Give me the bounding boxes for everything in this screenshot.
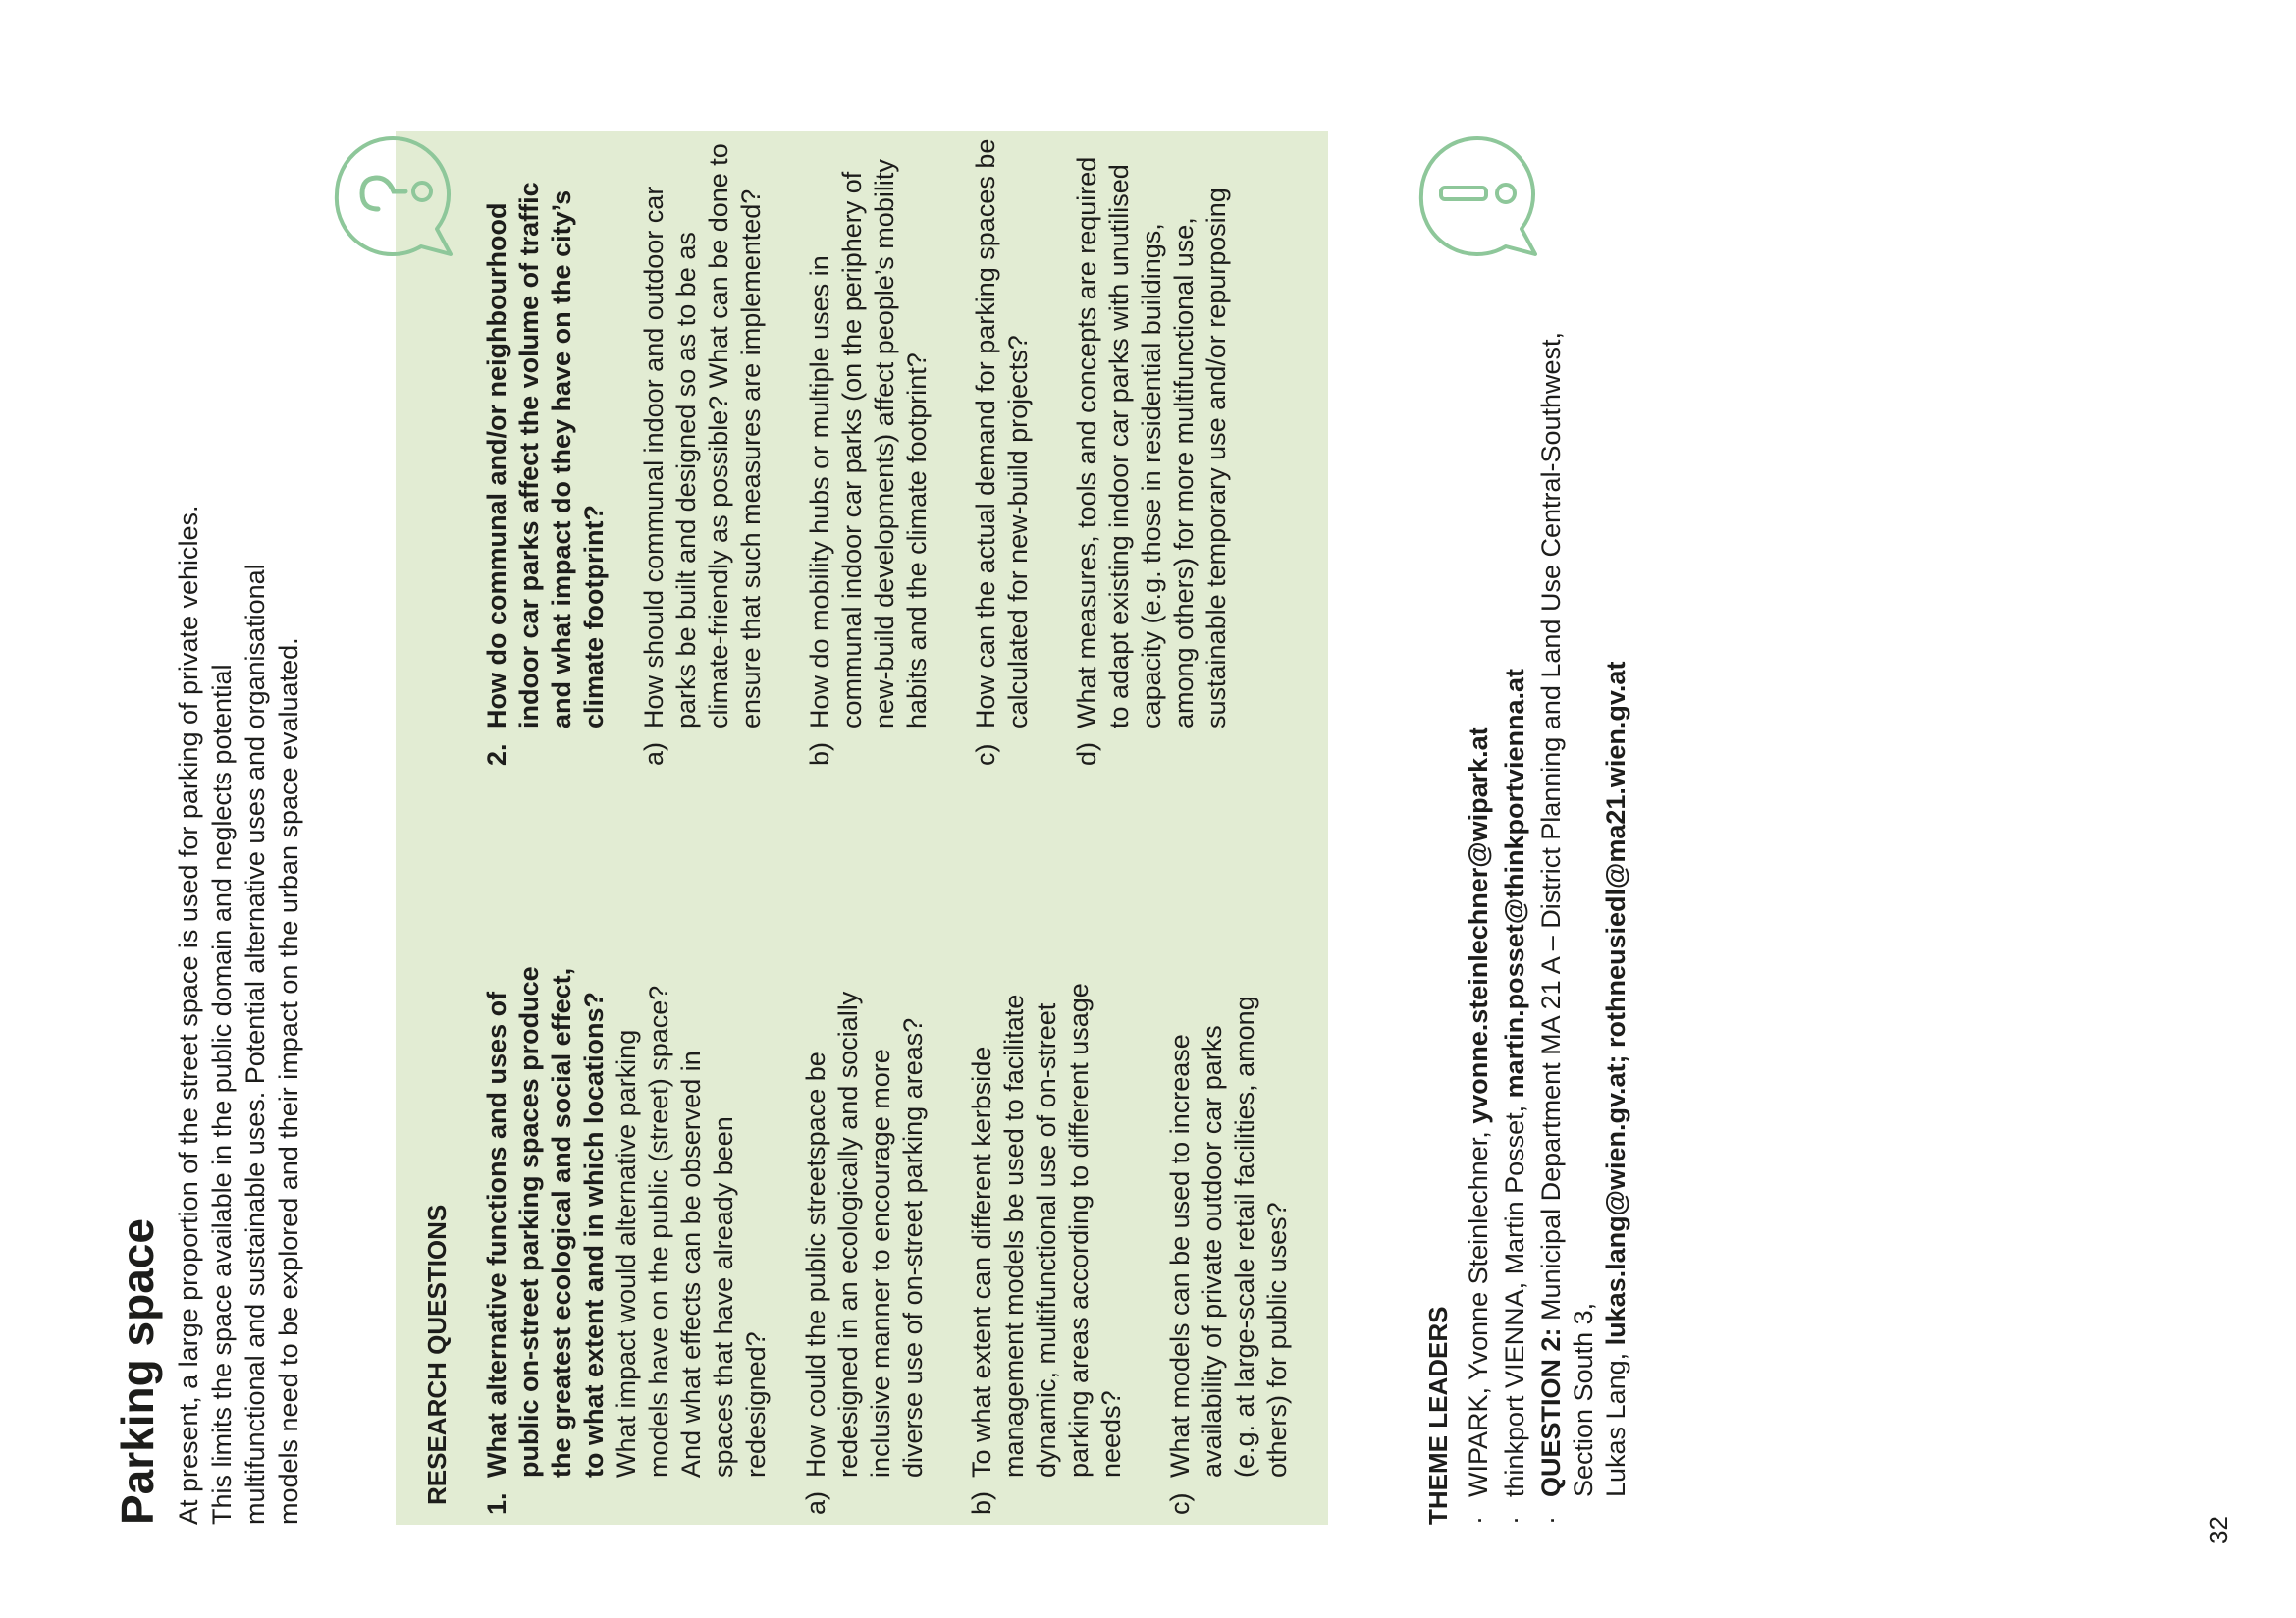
subquestion-text: What models can be used to increase availability of private outdoor car parks (e.g. at large-scale retail facilities, among others) for public uses? (1165, 996, 1292, 1478)
question-2a (638, 137, 768, 766)
theme-leaders-heading: THEME LEADERS (1423, 1306, 1453, 1525)
theme-leader-item (1463, 248, 1495, 1525)
theme-leader-item (1535, 248, 1632, 1525)
speech-bubble-info-icon (1414, 121, 1541, 268)
research-column-1 (481, 965, 1330, 1515)
research-column-2 (481, 137, 1269, 766)
question-1-rest: What impact would alternative parking models have on the public (street) space? And what effects can be observed in spaces that have already been redesigned? (612, 985, 771, 1478)
question-1b (966, 965, 1128, 1515)
leader-email[interactable]: martin.posset@thinkportvienna.at (1500, 668, 1529, 1099)
subquestion-label: c) (971, 743, 1000, 766)
leader-name: WIPARK, Yvonne Steinlechner, (1464, 1123, 1493, 1497)
subquestion-label: a) (801, 1490, 830, 1515)
subquestion-text: How can the actual demand for parking spaces be calculated for new-build projects? (971, 138, 1033, 728)
question-2-bold: How do communal and/or neighbourhood indoor car parks affect the volume of traffic and what impact do they have on the city’s climate footprint? (482, 182, 609, 728)
leader-department: Municipal Department MA 21 A – District Planning and Land Use Central-Southwest, Section South 3, (1536, 331, 1598, 1497)
theme-leaders-list (1463, 248, 1636, 1525)
question-1-number: 1. (482, 1492, 511, 1515)
question-2-label: QUESTION 2: (1536, 1327, 1566, 1497)
subquestion-label: b) (805, 741, 834, 766)
question-2b (804, 137, 934, 766)
question-1 (481, 965, 773, 1515)
subquestion-text: How do mobility hubs or multiple uses in communal indoor car parks (on the periphery of new-build developments) affect people’s mobility habits and the climate footprint? (805, 159, 932, 728)
question-2c (970, 137, 1035, 766)
research-questions-heading: RESEARCH QUESTIONS (422, 1204, 452, 1505)
subquestion-text: To what extent can different kerbside management models be used to facilitate dynamic, multifunctional use of on-street parking areas according to different usage needs? (967, 983, 1126, 1478)
theme-leader-item (1499, 248, 1531, 1525)
leader-emails[interactable]: lukas.lang@wien.gv.at; rothneusiedl@ma21.wien.gv.at (1601, 661, 1630, 1346)
question-2-number: 2. (482, 743, 511, 766)
question-2d (1071, 137, 1233, 766)
subquestion-label: b) (967, 1490, 996, 1515)
page-number: 32 (2204, 1516, 2233, 1544)
question-2 (481, 137, 611, 766)
bullet: · (1536, 1516, 1566, 1525)
subquestion-text: How should communal indoor and outdoor car parks be built and designed so as to be as climate-friendly as possible? What can be done to ensure that such measures are implemented? (639, 143, 766, 728)
question-1a (800, 965, 930, 1515)
leader-name: Lukas Lang, (1601, 1345, 1630, 1497)
bullet: · (1500, 1516, 1529, 1525)
leader-email[interactable]: yvonne.steinlechner@wipark.at (1464, 727, 1493, 1124)
page-title: Parking space (112, 1218, 163, 1525)
subquestion-text: How could the public streetspace be redesigned in an ecologically and socially inclusive manner to encourage more diverse use of on-street parking areas? (801, 991, 928, 1478)
question-1-bold: What alternative functions and uses of public on-street parking spaces produce the greatest ecological and social effect, to what extent and in which locations? (482, 966, 609, 1478)
leader-name: thinkport VIENNA, Martin Posset, (1500, 1098, 1529, 1497)
speech-bubble-question-icon (329, 121, 456, 268)
intro-paragraph: At present, a large proportion of the street space is used for parking of private vehicles. This limits the space available in the public domain and neglects potential multifunctional and sustainable uses. Potential alternative uses and organisational models need to be explored and their impact on the urban space evaluated. (174, 505, 303, 1525)
subquestion-label: a) (639, 741, 668, 766)
subquestion-label: c) (1165, 1492, 1195, 1515)
bullet: · (1464, 1516, 1493, 1525)
subquestion-label: d) (1072, 741, 1101, 766)
subquestion-text: What measures, tools and concepts are required to adapt existing indoor car parks with unutilised capacity (e.g. those in residential buildings, among others) for more multifunctional use, sustainable temporary use and/or repurposing (1072, 156, 1231, 728)
question-1c (1164, 965, 1294, 1515)
